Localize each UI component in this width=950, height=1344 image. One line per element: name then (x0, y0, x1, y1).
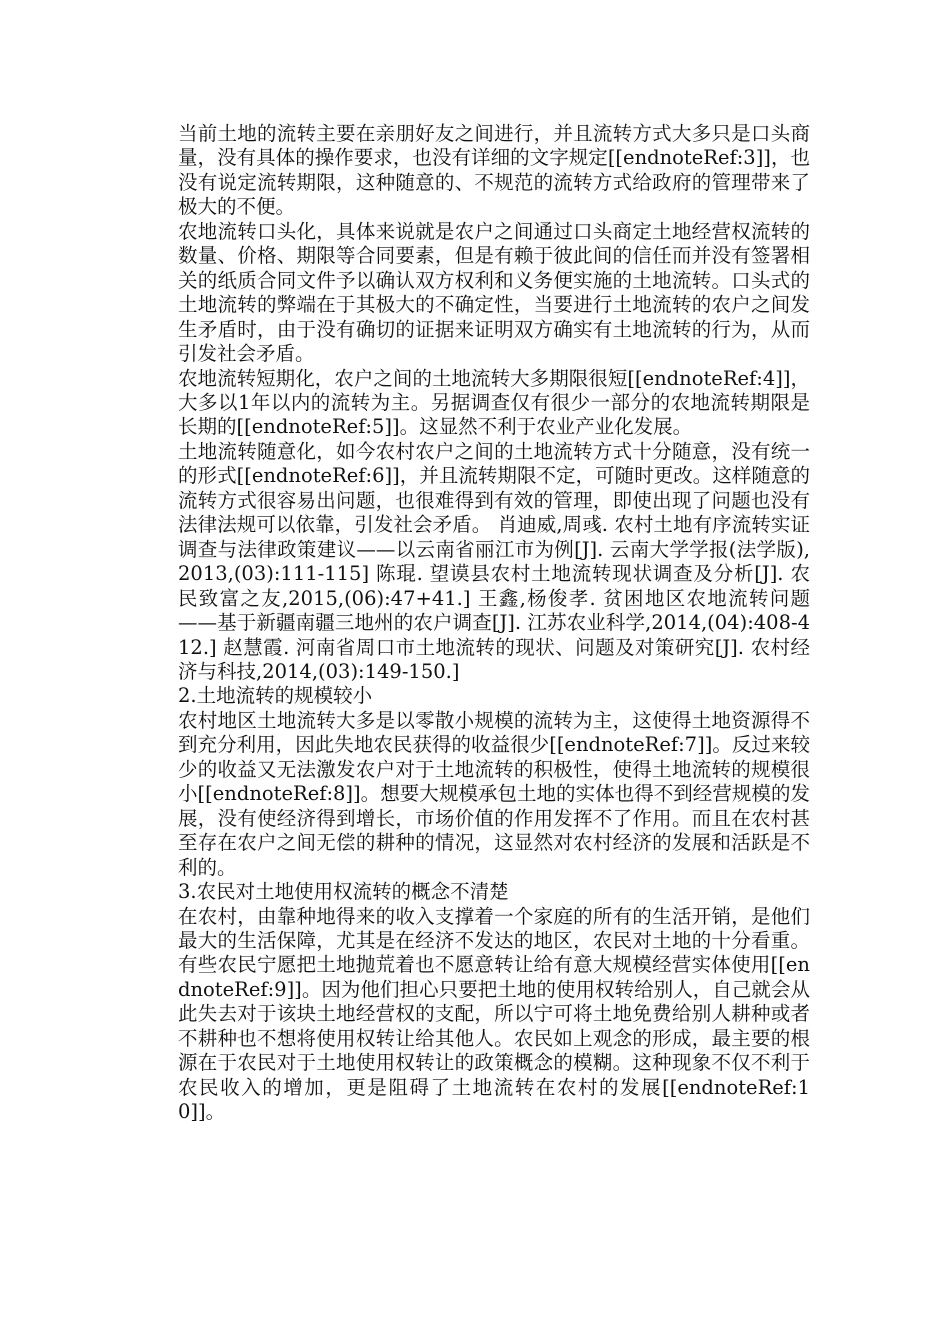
paragraph-arbitrary-transfer: 土地流转随意化，如今农村农户之间的土地流转方式十分随意，没有统一的形式[[endnoteRef:6]]，并且流转期限不定，可随时更改。这样随意的流转方式很容易出问题，也很难得到有效的管理，即使出现了问题也没有法律法规可以依靠，引发社会矛盾。 肖迪威,周彧. 农村土地有序流转实证调查与法律政策建议——以云南省丽江市为例[J]. 云南大学学报(法学版),2013,(03):111-115] 陈琨. 望谟县农村土地流转现状调查及分析[J]. 农民致富之友,2015,(06):47+41.] 王鑫,杨俊孝. 贫困地区农地流转问题——基于新疆南疆三地州的农户调查[J]. 江苏农业科学,2014,(04):408-412.] 赵慧霞. 河南省周口市土地流转的现状、问题及对策研究[J]. 农村经济与科技,2014,(03):149-150.] (178, 439, 810, 683)
section-heading-small-scale: 2.土地流转的规模较小 (178, 684, 373, 708)
paragraph-unclear-concept: 在农村，由靠种地得来的收入支撑着一个家庭的所有的生活开销，是他们最大的生活保障，尤其是在经济不发达的地区，农民对土地的十分看重。有些农民宁愿把土地抛荒着也不愿意转让给有意大规模经营实体使用[[endnoteRef:9]]。因为他们担心只要把土地的使用权转给别人，自己就会从此失去对于该块土地经营权的支配，所以宁可将土地免费给别人耕种或者不耕种也不想将使用权转让给其他人。农民如上观念的形成，最主要的根源在于农民对于土地使用权转让的政策概念的模糊。这种现象不仅不利于农民收入的增加，更是阻碍了土地流转在农村的发展[[endnoteRef:10]]。 (178, 904, 810, 1124)
document-body (178, 122, 810, 1125)
paragraph-small-scale: 农村地区土地流转大多是以零散小规模的流转为主，这使得土地资源得不到充分利用，因此失地农民获得的收益很少[[endnoteRef:7]]。反过来较少的收益又无法激发农户对于土地流转的积极性，使得土地流转的规模很小[[endnoteRef:8]]。想要大规模承包土地的实体也得不到经营规模的发展，没有使经济得到增长，市场价值的作用发挥不了作用。而且在农村甚至存在农户之间无偿的耕种的情况，这显然对农村经济的发展和活跃是不利的。 (178, 708, 810, 879)
section-heading-unclear-concept: 3.农民对土地使用权流转的概念不清楚 (178, 880, 509, 904)
paragraph-transfer-among-relatives: 当前土地的流转主要在亲朋好友之间进行，并且流转方式大多只是口头商量，没有具体的操作要求，也没有详细的文字规定[[endnoteRef:3]]，也没有说定流转期限，这种随意的、不规范的流转方式给政府的管理带来了极大的不便。 (178, 122, 810, 219)
paragraph-short-term-transfer: 农地流转短期化，农户之间的土地流转大多期限很短[[endnoteRef:4]]，大多以1年以内的流转为主。另据调查仅有很少一部分的农地流转期限是长期的[[endnoteRef:5]]。这显然不利于农业产业化发展。 (178, 366, 810, 439)
paragraph-oral-transfer: 农地流转口头化，具体来说就是农户之间通过口头商定土地经营权流转的数量、价格、期限等合同要素，但是有赖于彼此间的信任而并没有签署相关的纸质合同文件予以确认双方权利和义务便实施的土地流转。口头式的土地流转的弊端在于其极大的不确定性，当要进行土地流转的农户之间发生矛盾时，由于没有确切的证据来证明双方确实有土地流转的行为，从而引发社会矛盾。 (178, 219, 810, 366)
